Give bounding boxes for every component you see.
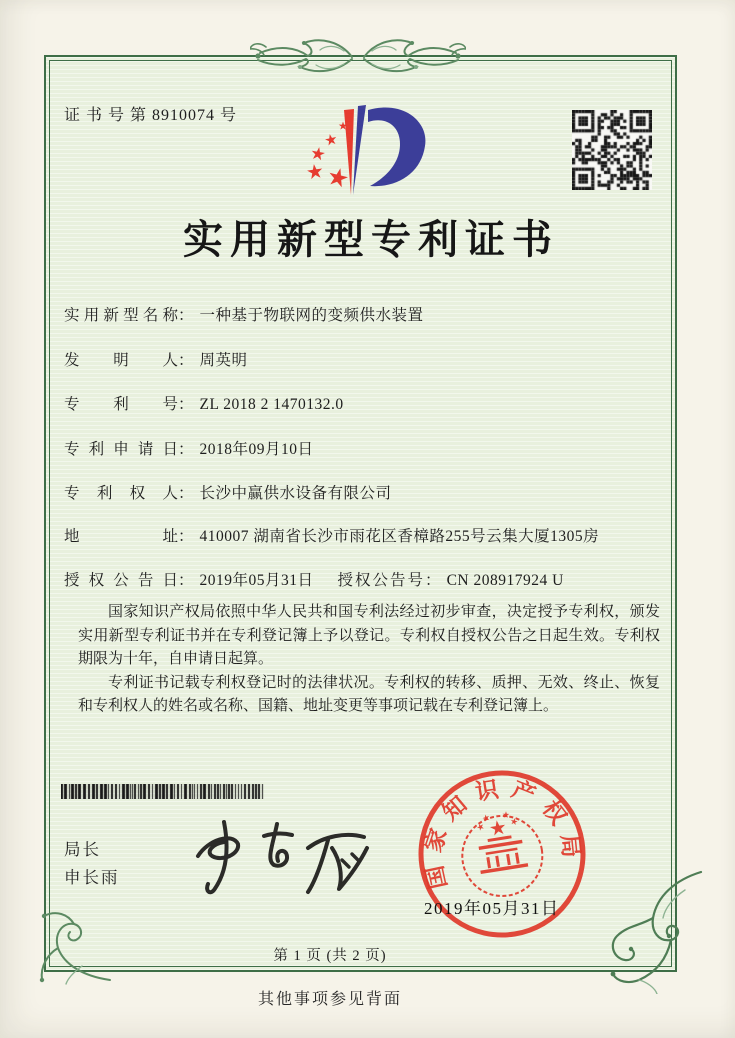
- signature-icon: [180, 804, 380, 904]
- back-side-note: 其他事项参见背面: [257, 991, 402, 1008]
- field-value: 周英明: [199, 352, 248, 369]
- field-value: 2018年09月10日: [199, 441, 314, 458]
- field-value: 一种基于物联网的变频供水装置: [199, 307, 424, 324]
- field-label: 专利申请日: [64, 441, 178, 458]
- field-row-inventor: 发明人 ： 周英明: [64, 348, 649, 370]
- body-paragraph: 国家知识产权局依照中华人民共和国专利法经过初步审查，决定授予专利权，颁发实用新型专利证书并在专利登记簿上予以登记。专利权自授权公告之日起生效。专利权期限为十年，自申请日起算。: [78, 604, 660, 667]
- field-value: 2019年05月31日: [199, 572, 314, 589]
- official-seal: [398, 750, 606, 958]
- field-label: 授权公告号: [337, 572, 426, 589]
- field-label: 专利号: [64, 396, 178, 413]
- commissioner-title: 局长: [64, 840, 101, 859]
- field-value: CN 208917924 U: [446, 572, 564, 589]
- seal-date: 2019年05月31日: [424, 899, 560, 918]
- commissioner-name: 申长雨: [64, 868, 120, 887]
- field-row-patentee: 专利权人 ： 长沙中赢供水设备有限公司: [64, 481, 649, 503]
- cnipa-logo-icon: [288, 96, 433, 204]
- field-value: 长沙中赢供水设备有限公司: [199, 485, 392, 502]
- field-row-address: 地址 ： 410007 湖南省长沙市雨花区香樟路255号云集大厦1305房: [64, 524, 649, 546]
- field-label: 专利权人: [64, 485, 178, 502]
- field-row-grant: 授权公告日 ： 2019年05月31日 授权公告号 ： CN 208917924 U: [64, 568, 649, 590]
- qr-code: [572, 110, 652, 194]
- field-row-filing-date: 专利申请日 ： 2018年09月10日: [64, 437, 649, 459]
- field-value: 410007 湖南省长沙市雨花区香樟路255号云集大厦1305房: [199, 528, 600, 545]
- top-vine-ornament-icon: [250, 34, 466, 80]
- field-value: ZL 2018 2 1470132.0: [199, 396, 344, 413]
- body-paragraph: 专利证书记载专利权登记时的法律状况。专利权的转移、质押、无效、终止、恢复和专利权人的姓名或名称、国籍、地址变更等事项记载在专利登记簿上。: [78, 674, 660, 714]
- bottom-right-flourish-icon: [605, 870, 705, 994]
- field-label: 授权公告日: [64, 572, 178, 589]
- field-label: 实用新型名称: [64, 307, 178, 324]
- page-number: 第 1 页 (共 2 页): [273, 948, 387, 964]
- certificate-title: 实用新型专利证书: [183, 217, 559, 262]
- certificate-number: 证 书 号 第 8910074 号: [64, 107, 238, 124]
- barcode: [61, 784, 266, 799]
- field-label: 地址: [64, 528, 178, 545]
- field-row-name: 实用新型名称 ： 一种基于物联网的变频供水装置: [64, 303, 649, 325]
- field-label: 发明人: [64, 352, 178, 369]
- seal-arc-text: 国家知识产权局: [419, 775, 585, 892]
- legal-body-text: [78, 601, 660, 719]
- field-row-patent-no: 专利号 ： ZL 2018 2 1470132.0: [64, 392, 649, 414]
